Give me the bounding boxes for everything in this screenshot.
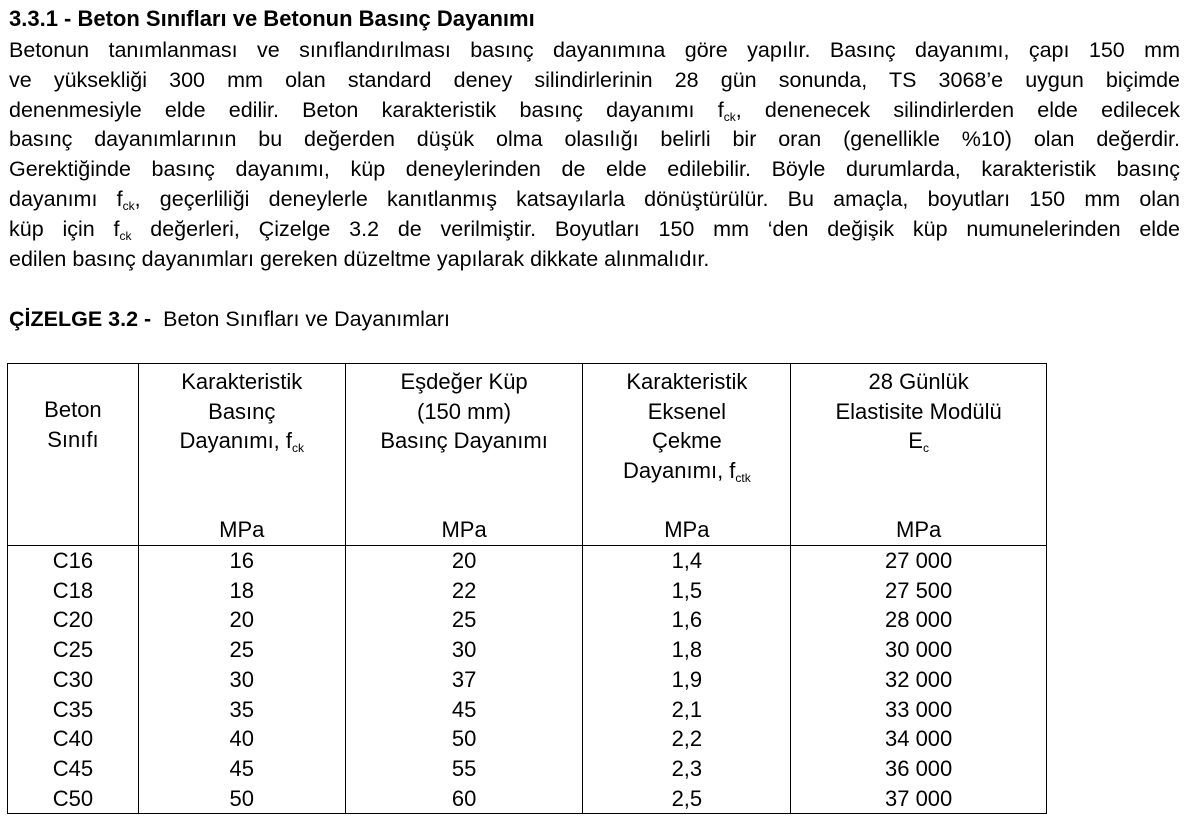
subscript: ctk [735, 470, 751, 485]
header-concrete-class: Beton Sınıfı [8, 364, 139, 516]
cell-class: C45 [8, 754, 139, 784]
cell-cube: 25 [345, 605, 583, 635]
cell-class: C40 [8, 724, 139, 754]
paragraph-text: denenmesiyle elde edilir. Beton karakteristik basınç dayanımı f [9, 97, 724, 122]
paragraph-line [9, 96, 1180, 126]
paragraph-text: küp için f [9, 216, 120, 241]
header-cube-strength: Eşdeğer Küp (150 mm) Basınç Dayanımı [345, 364, 583, 516]
cell-cube: 50 [345, 724, 583, 754]
caption-title: Beton Sınıfları ve Dayanımları [163, 307, 450, 331]
cell-cube: 20 [345, 546, 583, 576]
cell-fck: 16 [138, 546, 345, 576]
paragraph-line: ve yüksekliği 300 mm olan standard deney silindirlerinin 28 gün sonunda, TS 3068’e uygun biçimde [9, 67, 1180, 92]
paragraph-line: edilen basınç dayanımları gereken düzeltme yapılarak dikkate alınmalıdır. [9, 246, 710, 271]
table-row [8, 754, 1047, 784]
table-row [8, 784, 1047, 814]
table-row [8, 724, 1047, 754]
unit-cell [8, 515, 139, 546]
cell-class: C20 [8, 605, 139, 635]
cell-fck: 20 [138, 605, 345, 635]
cell-ec: 28 000 [791, 605, 1047, 635]
cell-ec: 27 500 [791, 576, 1047, 606]
paragraph-text: değerleri, Çizelge 3.2 de verilmiştir. Boyutları 150 mm ‘den değişik küp numunelerinden elde [131, 216, 1180, 241]
cell-class: C30 [8, 665, 139, 695]
subscript: ck [122, 198, 135, 213]
cell-fck: 50 [138, 784, 345, 814]
paragraph-text: dayanımı f [9, 186, 123, 211]
paragraph-text: , denenecek silindirlerden elde edilecek [735, 97, 1180, 122]
cell-cube: 60 [345, 784, 583, 814]
table-row [8, 635, 1047, 665]
cell-fctk: 1,6 [583, 605, 791, 635]
unit-cell: MPa [791, 515, 1047, 546]
table-row [8, 605, 1047, 635]
cell-fctk: 2,5 [583, 784, 791, 814]
cell-ec: 34 000 [791, 724, 1047, 754]
unit-cell: MPa [583, 515, 791, 546]
cell-fctk: 2,3 [583, 754, 791, 784]
paragraph-line [9, 185, 1180, 215]
cell-fck: 18 [138, 576, 345, 606]
cell-fctk: 1,5 [583, 576, 791, 606]
cell-cube: 55 [345, 754, 583, 784]
caption-label: ÇİZELGE 3.2 - [9, 307, 152, 331]
cell-cube: 22 [345, 576, 583, 606]
cell-fctk: 1,9 [583, 665, 791, 695]
cell-ec: 37 000 [791, 784, 1047, 814]
cell-ec: 27 000 [791, 546, 1047, 576]
cell-fctk: 2,1 [583, 695, 791, 725]
header-characteristic-strength: Karakteristik Basınç Dayanımı, $f_{ck}$ [138, 364, 345, 516]
section-heading: 3.3.1 - Beton Sınıfları ve Betonun Basınç Dayanımı [9, 6, 535, 31]
table-row [8, 576, 1047, 606]
paragraph-line: Gerektiğinde basınç dayanımı, küp deneylerinden de elde edilebilir. Böyle durumlarda, karakteristik basınç [9, 157, 1180, 182]
subscript: ck [119, 228, 132, 243]
paragraph-line: Betonun tanımlanması ve sınıflandırılması basınç dayanımına göre yapılır. Basınç dayanımı, çapı 150 mm [9, 38, 1180, 62]
cell-ec: 36 000 [791, 754, 1047, 784]
cell-ec: 33 000 [791, 695, 1047, 725]
unit-cell: MPa [138, 515, 345, 546]
table-row [8, 546, 1047, 576]
header-elastic-modulus: 28 Günlük Elastisite Modülü $E_c$ [791, 364, 1047, 516]
cell-class: C50 [8, 784, 139, 814]
cell-fctk: 1,4 [583, 546, 791, 576]
subscript: c [922, 441, 929, 455]
paragraph-line: basınç dayanımlarının bu değerden düşük olma olasılığı belirli bir oran (genellikle %10) olan değerdir. [9, 127, 1180, 152]
cell-class: C18 [8, 576, 139, 606]
concrete-class-table [7, 363, 1047, 814]
subscript: ck [723, 109, 736, 124]
cell-fck: 30 [138, 665, 345, 695]
paragraph-line [9, 215, 1180, 245]
cell-fck: 35 [138, 695, 345, 725]
cell-class: C16 [8, 546, 139, 576]
table-row [8, 665, 1047, 695]
unit-cell: MPa [345, 515, 583, 546]
cell-fck: 25 [138, 635, 345, 665]
table-row [8, 695, 1047, 725]
cell-fctk: 1,8 [583, 635, 791, 665]
body-paragraph [9, 36, 1180, 274]
cell-ec: 30 000 [791, 635, 1047, 665]
cell-class: C25 [8, 635, 139, 665]
header-tensile-strength: Karakteristik Eksenel Çekme Dayanımı, $f_{ctk}$ [583, 364, 791, 516]
table-caption [9, 305, 450, 333]
cell-cube: 45 [345, 695, 583, 725]
cell-cube: 37 [345, 665, 583, 695]
cell-class: C35 [8, 695, 139, 725]
cell-fck: 40 [138, 724, 345, 754]
cell-fctk: 2,2 [583, 724, 791, 754]
paragraph-text: , geçerliliği deneylerle kanıtlanmış katsayılarla dönüştürülür. Bu amaçla, boyutları 150 mm olan [134, 186, 1181, 211]
subscript: ck [292, 441, 305, 455]
cell-ec: 32 000 [791, 665, 1047, 695]
cell-cube: 30 [345, 635, 583, 665]
cell-fck: 45 [138, 754, 345, 784]
